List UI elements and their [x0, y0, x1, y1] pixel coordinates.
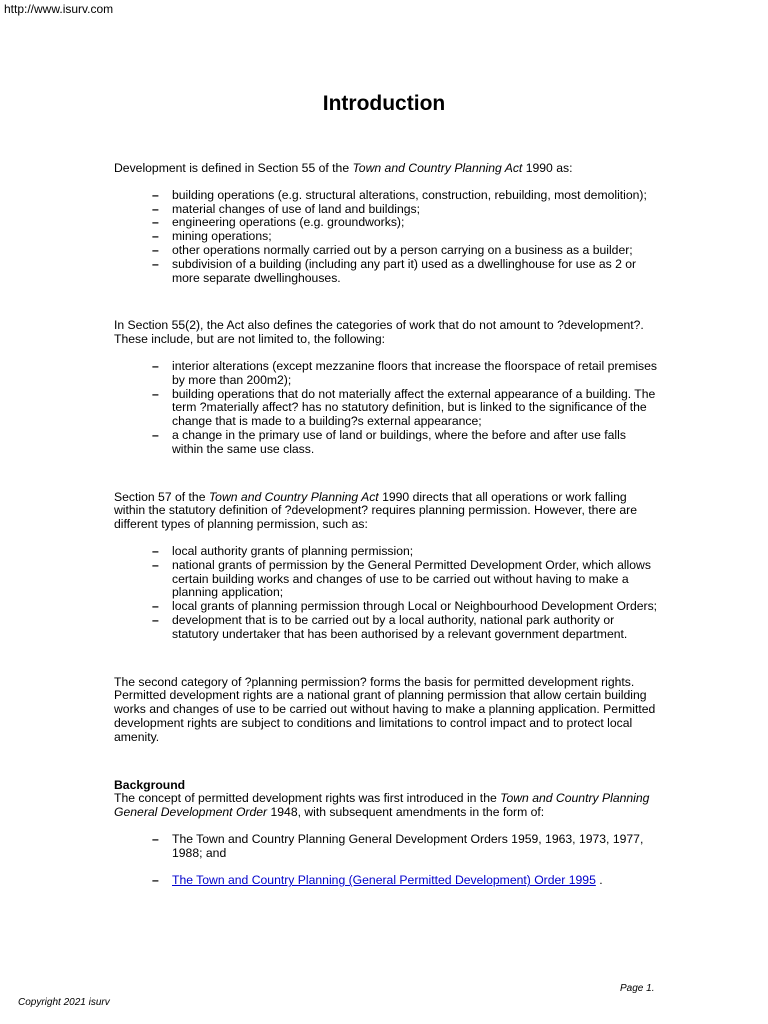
development-list: [114, 189, 659, 286]
list-item: – development that is to be carried out by a local authority, national park authority or statutory undertaker that has been authorised by a relevant government department.: [114, 614, 659, 642]
intro-paragraph: Development is defined in Section 55 of the Town and Country Planning Act 1990 as:: [114, 161, 573, 175]
copyright-notice: Copyright 2021 isurv: [18, 997, 110, 1008]
list-item: – national grants of permission by the General Permitted Development Order, which allows certain building works and changes of use to be carried out without having to make a planning application;: [114, 559, 659, 600]
list-item: – subdivision of a building (including any part it) used as a dwellinghouse for use as 2 or more separate dwellinghouses.: [114, 258, 659, 286]
list-item: – local authority grants of planning permission;: [114, 545, 659, 559]
section-55-2-paragraph: In Section 55(2), the Act also defines the categories of work that do not amount to ?development?. These include, but are not limited to, the following:: [114, 318, 644, 347]
list-item: – material changes of use of land and buildings;: [114, 203, 659, 217]
list-item: – interior alterations (except mezzanine floors that increase the floorspace of retail premises by more than 200m2);: [114, 360, 659, 388]
order-name: Town and Country Planning General Development Order: [114, 791, 650, 820]
list-item: – a change in the primary use of land or buildings, where the before and after use falls within the same use class.: [114, 429, 659, 457]
header-url: http://www.isurv.com: [4, 2, 114, 16]
excluded-work-list: [114, 360, 659, 457]
permitted-rights-paragraph: The second category of ?planning permission? forms the basis for permitted development rights. Permitted development rights are a national grant of planning permission that allow certain building works and changes of use to be carried out without having to make a planning application. Permitted development rights are subject to conditions and limitations to control impact and to protect local amenity.: [114, 674, 656, 744]
list-item: – The Town and Country Planning (General Permitted Development) Order 1995 .: [114, 874, 659, 888]
page-number: Page 1.: [620, 983, 655, 994]
page-title: Introduction: [322, 92, 446, 115]
amendments-list: [114, 833, 659, 888]
list-item: – building operations that do not materially affect the external appearance of a building. The term ?materially affect? has no statutory definition, but is linked to the significance of the change that is made to a building?s external appearance;: [114, 388, 659, 429]
list-item: – mining operations;: [114, 230, 659, 244]
list-item: – building operations (e.g. structural alterations, construction, rebuilding, most demolition);: [114, 189, 659, 203]
act-name: Town and Country Planning Act: [208, 489, 379, 504]
list-item: – engineering operations (e.g. groundworks);: [114, 216, 659, 230]
list-item: – local grants of planning permission through Local or Neighbourhood Development Orders;: [114, 600, 659, 614]
list-item: – The Town and Country Planning General Development Orders 1959, 1963, 1973, 1977, 1988; and: [114, 833, 659, 861]
background-paragraph: The concept of permitted development rights was first introduced in the Town and Country Planning General Development Order 1948, with subsequent amendments in the form of:: [114, 791, 650, 820]
section-57-paragraph: Section 57 of the Town and Country Planning Act 1990 directs that all operations or work falling within the statutory definition of ?development? requires planning permission. However, there are different types of planning permission, such as:: [114, 489, 638, 532]
act-name: Town and Country Planning Act: [352, 161, 523, 175]
background-heading: Background: [114, 777, 186, 792]
list-item: – other operations normally carried out by a person carrying on a business as a builder;: [114, 244, 659, 258]
permission-types-list: [114, 545, 659, 642]
document-body: [114, 162, 659, 888]
gpdo-1995-link[interactable]: The Town and Country Planning (General Permitted Development) Order 1995: [172, 873, 596, 888]
